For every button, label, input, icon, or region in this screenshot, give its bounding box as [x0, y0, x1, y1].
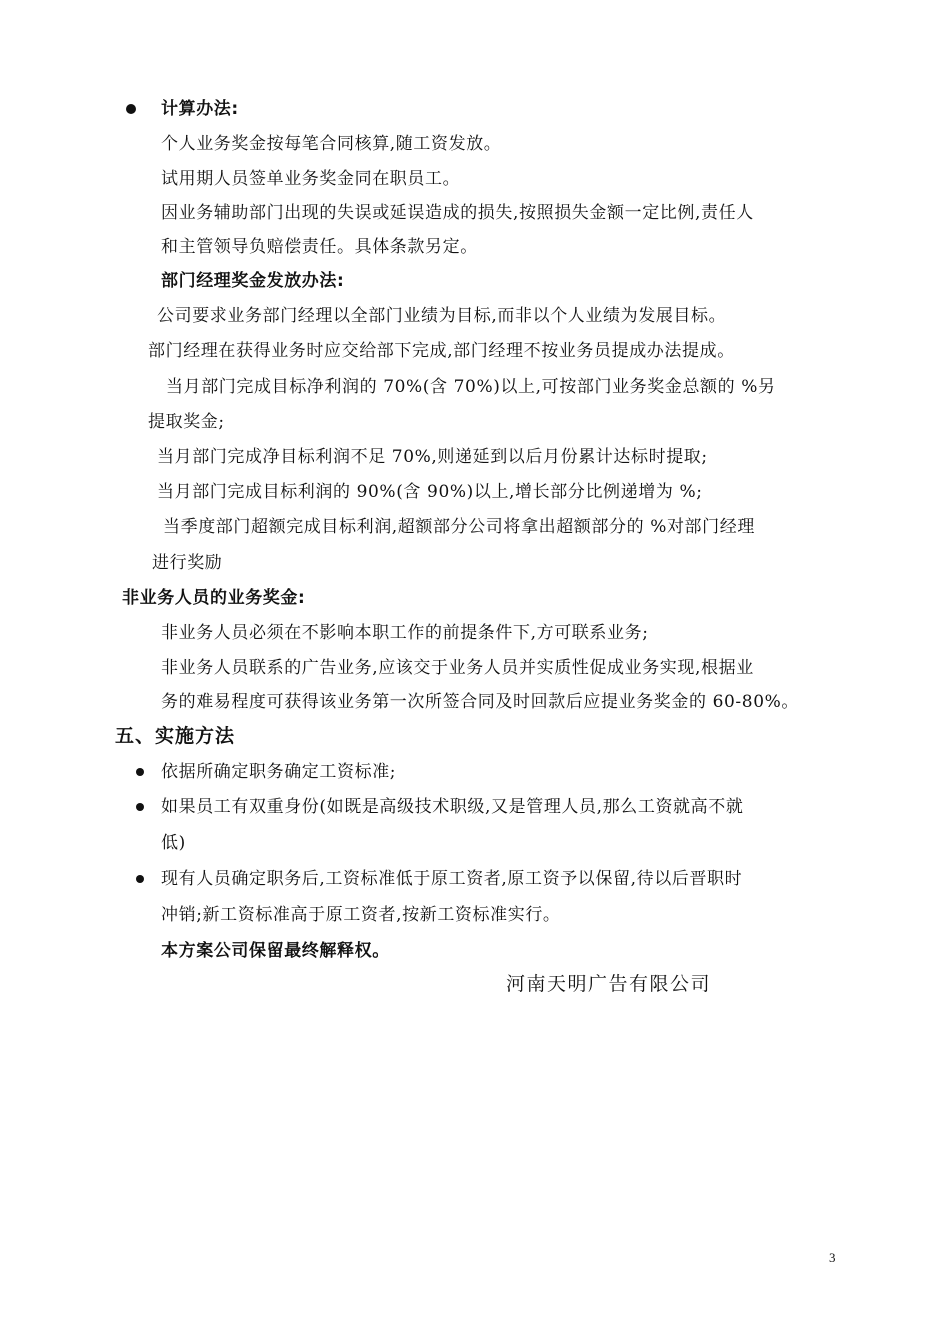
bullet-icon — [126, 104, 136, 114]
section-5-line-1: 依据所确定职务确定工资标准; — [161, 762, 397, 782]
manager-line-4: 提取奖金; — [148, 412, 225, 432]
manager-line-7: 当季度部门超额完成目标利润,超额部分公司将拿出超额部分的 %对部门经理 — [163, 517, 755, 537]
manager-line-5: 当月部门完成净目标利润不足 70%,则递延到以后月份累计达标时提取; — [157, 447, 708, 467]
calc-line-4: 和主管领导负赔偿责任。具体条款另定。 — [161, 237, 478, 257]
bullet-icon — [136, 875, 144, 883]
bullet-icon — [136, 803, 144, 811]
manager-line-1: 公司要求业务部门经理以全部门业绩为目标,而非以个人业绩为发展目标。 — [157, 306, 727, 326]
section-5-line-4: 现有人员确定职务后,工资标准低于原工资者,原工资予以保留,待以后晋职时 — [161, 869, 743, 889]
manager-line-3: 当月部门完成目标净利润的 70%(含 70%)以上,可按部门业务奖金总额的 %另 — [166, 377, 776, 397]
non-sales-line-2: 非业务人员联系的广告业务,应该交于业务人员并实质性促成业务实现,根据业 — [161, 658, 754, 678]
manager-line-2: 部门经理在获得业务时应交给部下完成,部门经理不按业务员提成办法提成。 — [148, 341, 735, 361]
non-sales-heading: 非业务人员的业务奖金: — [122, 588, 306, 608]
manager-line-6: 当月部门完成目标利润的 90%(含 90%)以上,增长部分比例递增为 %; — [157, 482, 703, 502]
non-sales-line-3: 务的难易程度可获得该业务第一次所签合同及时回款后应提业务奖金的 60-80%。 — [161, 692, 799, 712]
calc-line-2: 试用期人员签单业务奖金同在职员工。 — [161, 169, 461, 189]
section-5-heading: 五、实施方法 — [115, 725, 236, 747]
calc-heading: 计算办法: — [161, 99, 239, 119]
section-5-line-3: 低) — [161, 833, 186, 853]
section-5-line-2: 如果员工有双重身份(如既是高级技术职级,又是管理人员,那么工资就高不就 — [161, 797, 744, 817]
reserve-note: 本方案公司保留最终解释权。 — [161, 941, 390, 961]
manager-heading: 部门经理奖金发放办法: — [161, 271, 345, 291]
company-signature: 河南天明广告有限公司 — [506, 973, 712, 995]
page-number: 3 — [829, 1250, 836, 1265]
manager-line-8: 进行奖励 — [152, 553, 223, 573]
calc-line-3: 因业务辅助部门出现的失误或延误造成的损失,按照损失金额一定比例,责任人 — [161, 203, 754, 223]
calc-line-1: 个人业务奖金按每笔合同核算,随工资发放。 — [161, 134, 502, 154]
non-sales-line-1: 非业务人员必须在不影响本职工作的前提条件下,方可联系业务; — [161, 623, 649, 643]
section-5-line-5: 冲销;新工资标准高于原工资者,按新工资标准实行。 — [161, 905, 561, 925]
bullet-icon — [136, 768, 144, 776]
